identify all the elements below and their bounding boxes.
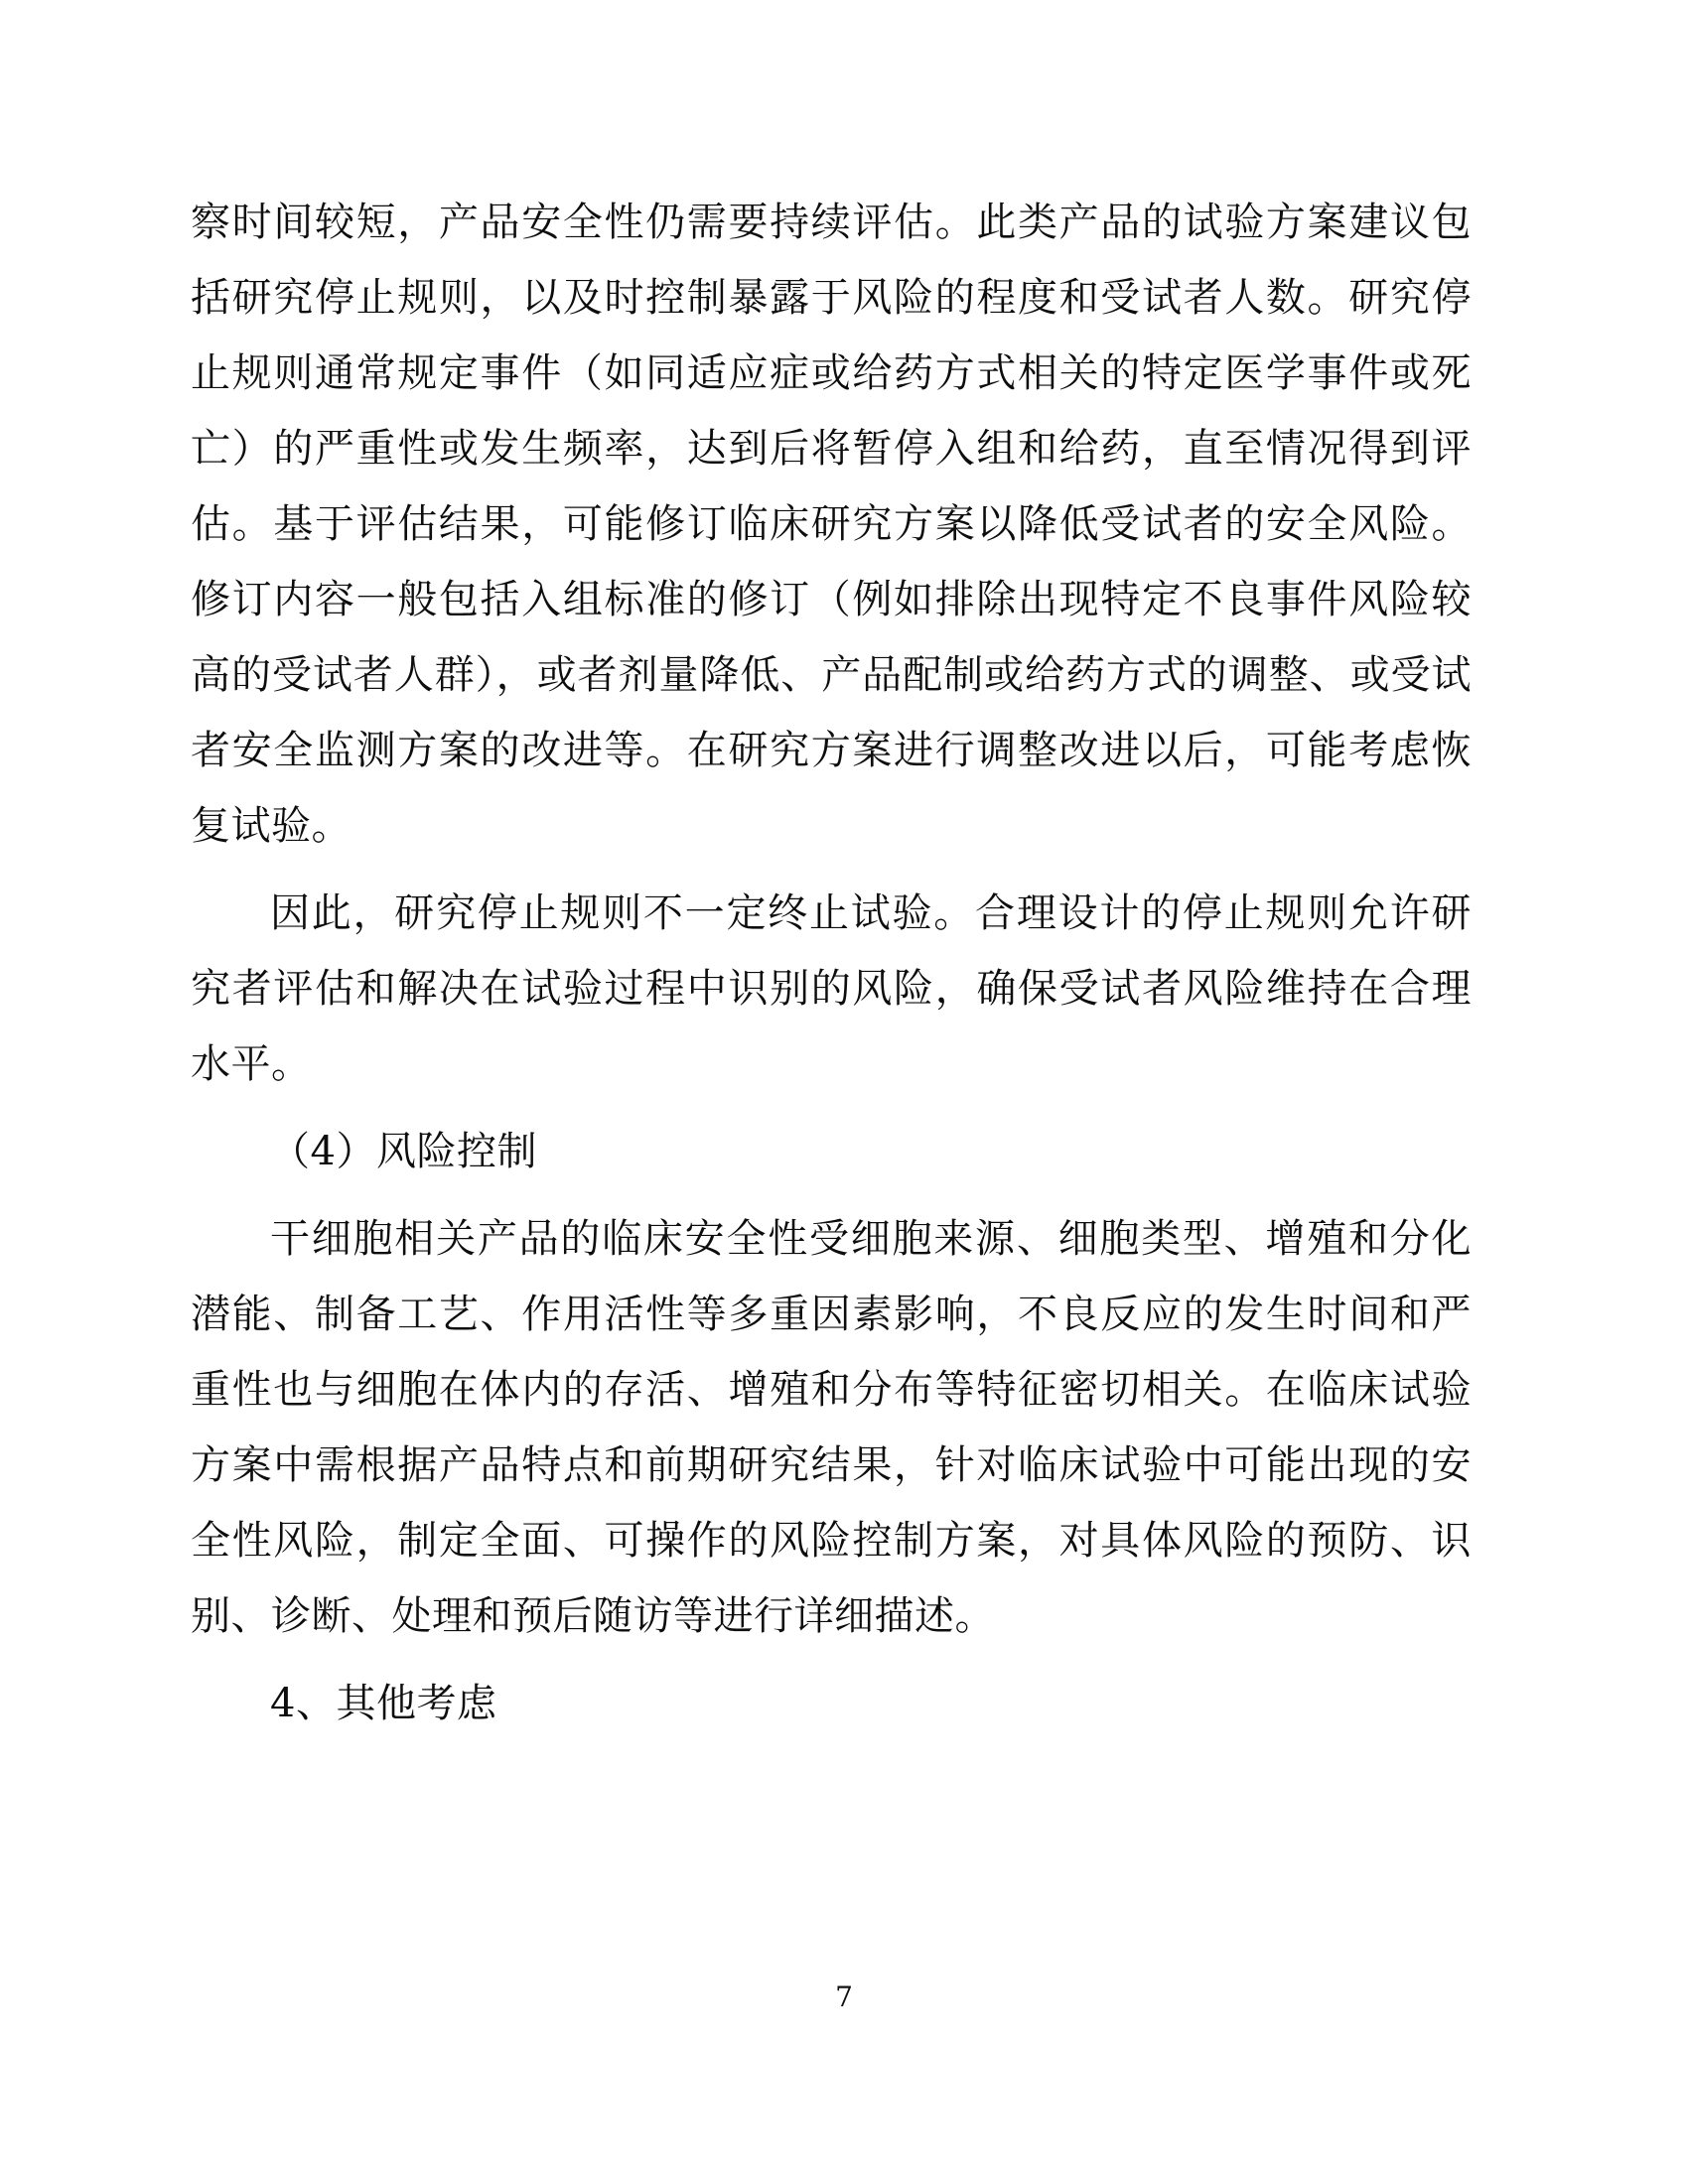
page-number: 7 bbox=[835, 1980, 853, 2013]
body-paragraph: 因此，研究停止规则不一定终止试验。合理设计的停止规则允许研究者评估和解决在试验过程中识别的风险，确保受试者风险维持在合理水平。 bbox=[191, 890, 1472, 1087]
section-heading: （4）风险控制 bbox=[270, 1129, 537, 1174]
body-paragraph: 察时间较短，产品安全性仍需要持续评估。此类产品的试验方案建议包括研究停止规则，以及时控制暴露于风险的程度和受试者人数。研究停止规则通常规定事件（如同适应症或给药方式相关的特定医学事件或死亡）的严重性或发生频率，达到后将暂停入组和给药，直至情况得到评估。基于评估结果，可能修订临床研究方案以降低受试者的安全风险。修订内容一般包括入组标准的修订（例如排除出现特定不良事件风险较高的受试者人群），或者剂量降低、产品配制或给药方式的调整、或受试者安全监测方案的改进等。在研究方案进行调整改进以后，可能考虑恢复试验。 bbox=[191, 200, 1472, 849]
section-heading: 4、其他考虑 bbox=[270, 1681, 497, 1726]
body-paragraph: 干细胞相关产品的临床安全性受细胞来源、细胞类型、增殖和分化潜能、制备工艺、作用活性等多重因素影响，不良反应的发生时间和严重性也与细胞在体内的存活、增殖和分布等特征密切相关。在临床试验方案中需根据产品特点和前期研究结果，针对临床试验中可能出现的安全性风险，制定全面、可操作的风险控制方案，对具体风险的预防、识别、诊断、处理和预后随访等进行详细描述。 bbox=[191, 1216, 1472, 1639]
page-body bbox=[191, 185, 1472, 1741]
